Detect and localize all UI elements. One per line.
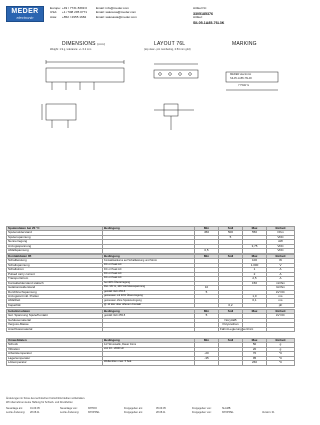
unit-cell [267, 327, 295, 331]
schematic-drawing [154, 104, 194, 130]
nominal-cell: 500 [219, 231, 243, 235]
header-cell: Max [243, 310, 267, 314]
max-cell: 550 [243, 231, 267, 235]
header-cell: Soll [219, 255, 243, 259]
drawing-canvas [6, 38, 294, 208]
param-cell: Spulenwiderstand [7, 231, 103, 235]
param-cell: Abfallspannung [7, 249, 103, 253]
dimensions-title [62, 42, 105, 48]
param-cell: Schaltstrom [7, 268, 103, 272]
param-cell: Transportstrom [7, 277, 103, 281]
param-cell: Anschlussmaterial [7, 327, 103, 331]
contact-region: USA: [50, 10, 58, 15]
max-cell: 20 [243, 347, 267, 351]
marking-line-1: MEDER electronic [230, 73, 252, 76]
param-cell: Abfallzeit [7, 299, 103, 303]
unit-cell: kV DC [267, 314, 295, 318]
dimensions-title-text: DIMENSIONS [62, 41, 96, 47]
condition-cell: RH <45 %, 100 Volt Messspannung [103, 286, 195, 290]
logo-text: MEDER [11, 8, 39, 15]
header-cell: Min [195, 255, 219, 259]
contact-region: Asia: [50, 14, 57, 19]
unit-cell: °C [267, 356, 295, 360]
max-cell [243, 249, 267, 253]
header-cell: Bedingung [103, 227, 195, 231]
unit-cell: kV DC [267, 290, 295, 294]
min-cell [195, 303, 219, 307]
unit-cell: °C [267, 352, 295, 356]
condition-cell: DC or Peak AC [103, 277, 195, 281]
unit-cell: V [267, 263, 295, 267]
marking-line-2: SIL05-1A85-76L3K [230, 76, 253, 80]
header-cell: Min [195, 227, 219, 231]
nominal-cell: 0,2 [219, 303, 243, 307]
condition-cell: Kontaktlastkurve auf Schaltleistung und Strom [103, 259, 195, 263]
layout-subtitle: (top view - pin numbering, 2.54 mm grid) [144, 48, 191, 51]
article-block [193, 7, 293, 25]
condition-cell [103, 249, 195, 253]
param-cell: Arbeitstemperatur [7, 352, 103, 356]
param-cell: Schaltleistung [7, 259, 103, 263]
condition-cell [103, 327, 195, 331]
article-name: SIL05-1A85-76L3K [193, 20, 225, 25]
min-cell: 0,5 [195, 249, 219, 253]
revision-field: Neuanlage am: [6, 407, 23, 410]
layout-drawing [154, 64, 198, 78]
technical-drawings [6, 38, 294, 208]
min-cell: -35 [195, 356, 219, 360]
min-cell: 10 [195, 286, 219, 290]
header-cell: Min [195, 310, 219, 314]
coil-data-table [6, 226, 295, 254]
environmental-data-table [6, 338, 295, 366]
param-cell: Löttemperatur [7, 361, 103, 365]
condition-cell: 1/2 Sinuswelle, Dauer 11ms [103, 343, 195, 347]
article-label: Artikel: [193, 15, 203, 20]
contact-data-table [6, 254, 295, 308]
header-cell: Einheit [267, 310, 295, 314]
nominal-cell: Polyurethan [219, 323, 243, 327]
header-cell: Bedingung [103, 310, 195, 314]
contact-email[interactable]: Email: info@meder.com [96, 6, 129, 10]
condition-cell: @ 10 kHz über offenem Kontakt [103, 303, 195, 307]
max-cell: 1,0 [243, 294, 267, 298]
revision-field: KPOPPEL [222, 410, 234, 414]
dimensions-unit: (mm) [97, 42, 106, 46]
param-cell: Isolationswiderstand [7, 286, 103, 290]
header-cell: Einheit [267, 339, 295, 343]
header-cell: Max [243, 339, 267, 343]
nominal-cell [219, 361, 243, 365]
param-cell: Pulsed carry current [7, 272, 103, 276]
condition-cell: gemessen ohne Spulenerregung [103, 299, 195, 303]
condition-cell: DC or Peak AC [103, 268, 195, 272]
unit-cell: VDC [267, 244, 295, 248]
param-cell: Durchbruchspannung [7, 290, 103, 294]
param-cell: Isol. Spannung Spule/Kontakt [7, 314, 103, 318]
condition-cell: Wellenlöten max. 5 Sek. [103, 361, 195, 365]
dimensions-drawing [42, 60, 124, 128]
layout-title: LAYOUT 76L [154, 41, 186, 47]
param-cell: Vibration [7, 347, 103, 351]
max-cell: 100 [243, 259, 267, 263]
insulation-data-table [6, 309, 295, 332]
table-row [7, 303, 295, 307]
unit-cell: ms [267, 299, 295, 303]
header-cell: Soll [219, 310, 243, 314]
unit-cell: GOhm [267, 286, 295, 290]
param-cell: Schaltspannung [7, 263, 103, 267]
max-cell: 260 [243, 361, 267, 365]
footer-note: Änderungen im Sinne des technischen Fortschritts bleiben vorbehalten. [6, 397, 86, 400]
revision-field: Letzte Änderung: [6, 410, 26, 414]
param-cell: Gehäusematerial [7, 318, 103, 322]
footer [6, 398, 294, 415]
article-number: 3305185376 [193, 11, 213, 16]
header-cell: Isolationsdaten [7, 310, 103, 314]
marking-title: MARKING [232, 41, 257, 47]
table-row [7, 249, 295, 253]
param-cell: Anzugszeit inkl. Prellen [7, 294, 103, 298]
unit-cell: A [267, 268, 295, 272]
revision-field: Freigegeben am: [124, 407, 143, 410]
param-cell: Schock [7, 343, 103, 347]
meder-logo [6, 6, 44, 22]
revision-field: 01.09.05 [30, 407, 40, 410]
revision-field: 28.08.11 [30, 410, 40, 414]
revision-field: KPHRO [88, 407, 97, 410]
param-cell: Lagertemperatur [7, 356, 103, 360]
header-cell: Bedingung [103, 339, 195, 343]
header-cell: Min [195, 339, 219, 343]
max-cell: 50 [243, 343, 267, 347]
condition-cell: DC or Peak AC [103, 272, 195, 276]
param-cell: Verguss-Masse [7, 323, 103, 327]
condition-cell: gemessen mit 40% Übererregung [103, 294, 195, 298]
max-cell: 1.000 [243, 263, 267, 267]
article-number-label: Artikel Nr.: [193, 6, 208, 10]
param-cell: Anzugsspannung [7, 244, 103, 248]
header-cell: Max [243, 227, 267, 231]
header [6, 6, 294, 36]
nominal-cell: Noryl-EB [219, 318, 243, 322]
revision-field: Freigegeben von: [192, 410, 212, 414]
revision-field: 05.09.05 [156, 407, 166, 410]
revision-field: Neuanlage von: [60, 407, 78, 410]
revision-field: SLAMB [222, 407, 231, 410]
marking-line-3: YYWW G [238, 84, 250, 87]
revision-field: 28.08.11 [156, 410, 166, 414]
table-row [7, 361, 295, 365]
contact-list [50, 7, 170, 20]
logo-subtext: electronic [16, 15, 34, 20]
table-row [7, 327, 295, 331]
condition-cell: bei 40% Übererregung [103, 281, 195, 285]
param-cell: Spulenspannung [7, 235, 103, 239]
unit-cell: W [267, 259, 295, 263]
max-cell: 2,5 [243, 277, 267, 281]
header-cell: Soll [219, 227, 243, 231]
dimensions-subtitle: Weight: 1.9 g, tolerance: +/- 0.2 mm [50, 48, 92, 51]
min-cell: 450 [195, 231, 219, 235]
header-cell: Spulendaten bei 20 °C [7, 227, 103, 231]
max-cell: 70 [243, 352, 267, 356]
unit-cell: A [267, 272, 295, 276]
nominal-cell: 5 [219, 235, 243, 239]
max-cell: 150 [243, 281, 267, 285]
footer-note: Wir übernehmen keine Haftung für Schreib- und Druckfehler. [6, 401, 74, 404]
max-cell: 1 [243, 268, 267, 272]
header-cell: Einheit [267, 255, 295, 259]
header-cell: Max [243, 255, 267, 259]
max-cell: 3,75 [243, 244, 267, 248]
revision-field: KPOPPEL [88, 410, 100, 414]
contact-email[interactable]: Email: salesusa@meder.com [96, 10, 137, 15]
header-cell: Bedingung [103, 255, 195, 259]
max-cell: 2 [243, 272, 267, 276]
unit-cell: g [267, 343, 295, 347]
max-cell [243, 303, 267, 307]
contact-phone: +49 / 7731 8399 0 [62, 6, 88, 10]
unit-cell: Ohm [267, 231, 295, 235]
contact-region: Europe: [50, 6, 61, 10]
min-cell: -20 [195, 352, 219, 356]
unit-cell: °C [267, 361, 295, 365]
min-cell [195, 327, 219, 331]
param-cell: Nennerregung [7, 240, 103, 244]
unit-cell: AW [267, 240, 295, 244]
contact-email[interactable]: Email: salesasia@meder.com [96, 14, 137, 19]
revision-info [6, 408, 294, 415]
revision-field: Freigegeben am: [124, 410, 143, 414]
contact-phone: +852 / 2955 1682 [62, 14, 87, 19]
min-cell: 5 [195, 290, 219, 294]
unit-cell: ms [267, 294, 295, 298]
header-cell: Einheit [267, 227, 295, 231]
revision-field: Letzte Änderung: [60, 410, 80, 414]
unit-cell: VDC [267, 235, 295, 239]
unit-cell: A [267, 277, 295, 281]
min-cell [195, 361, 219, 365]
header-cell: Soll [219, 339, 243, 343]
nominal-cell [219, 249, 243, 253]
revision-field: Freigegeben von: [192, 407, 212, 410]
condition-cell: von 10 - 2000 Hz [103, 347, 195, 351]
header-cell: Umweltdaten [7, 339, 103, 343]
condition-cell: gemäß: IEC 255-5 [103, 314, 195, 318]
contact-row [50, 16, 170, 20]
param-cell: Kontaktwiderstand statisch [7, 281, 103, 285]
param-cell: Kapazität [7, 303, 103, 307]
max-cell: 0,1 [243, 299, 267, 303]
unit-cell: mOhm [267, 281, 295, 285]
nominal-cell: Fahnl-Legierung verzinnt [220, 326, 254, 331]
header-cell: Kontaktdaten 85 [7, 255, 103, 259]
revision-field: Version: 01 [262, 410, 275, 414]
max-cell: 95 [243, 356, 267, 360]
unit-cell: pF [267, 303, 295, 307]
contact-phone: +1 / 508 295 0771 [62, 10, 88, 15]
condition-cell: gemäß: IEC 255-5 [103, 290, 195, 294]
min-cell: 5 [195, 314, 219, 318]
condition-cell: DC or Peak AC [103, 263, 195, 267]
unit-cell: VDC [267, 249, 295, 253]
unit-cell: g [267, 347, 295, 351]
